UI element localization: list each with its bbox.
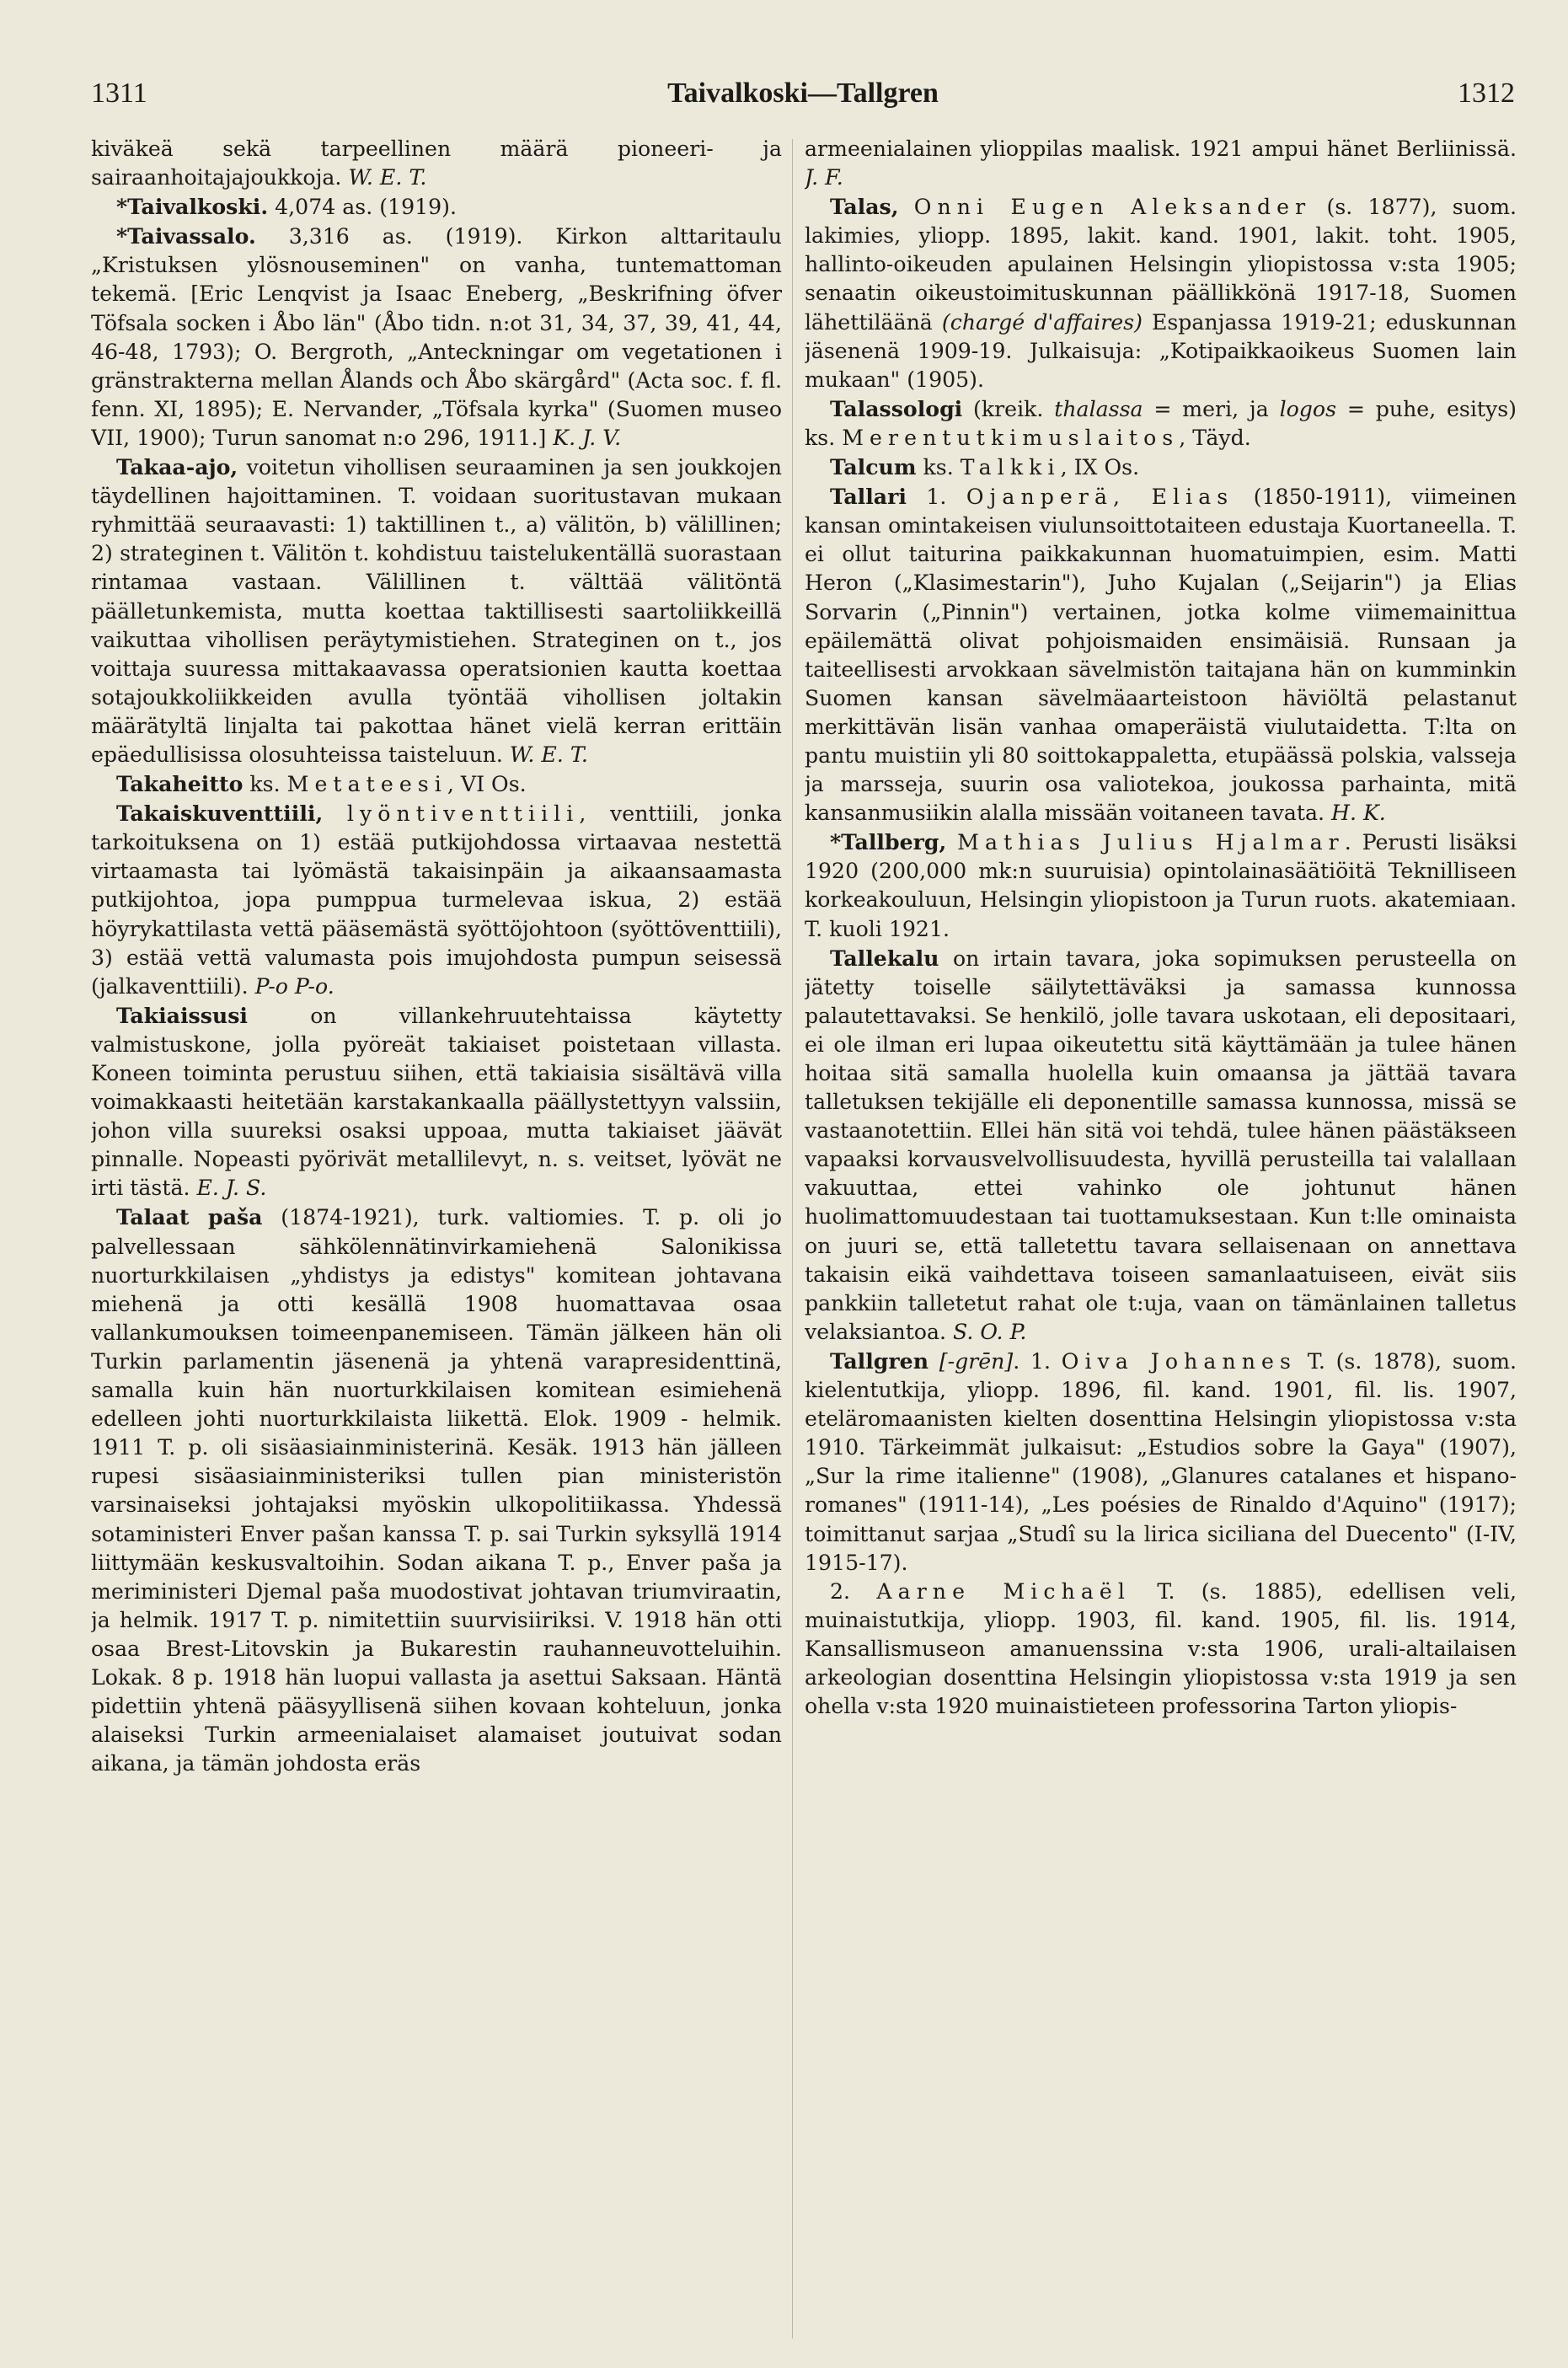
article-paragraph (805, 944, 1517, 1347)
body-text: ks. (916, 455, 961, 480)
italic-text: W. E. T. (509, 742, 588, 767)
body-text: ks. (243, 772, 287, 797)
column-divider (792, 139, 793, 2339)
italic-text: H. K. (1331, 801, 1386, 826)
spaced-name: lyöntiventtiili (346, 801, 580, 827)
entry-headword: Talaat paša (116, 1204, 263, 1230)
italic-text: K. J. V. (553, 425, 622, 450)
entry-headword: Takaheitto (116, 771, 243, 797)
article-paragraph (91, 799, 782, 1001)
article-paragraph (805, 394, 1517, 453)
body-text: armeenialainen ylioppilas maalisk. 1921 ampui hänet Berliinissä. (805, 137, 1517, 161)
body-text: (kreik. (962, 396, 1055, 421)
spaced-name: Aarne Michaël (876, 1578, 1131, 1604)
body-text: T. (s. 1878), suom. kielentutkija, yliopp. 1896, fil. kand. 1901, fil. lis. 1907, eteläromaanisten kielten dosenttina Helsingin yliopistossa v:sta 1910. Tärkeimmät julkaisut: „Estudios sobre la Gaya" (1907), „Sur la rime italienne" (1908), „Glanures catalanes et hispano-romanes" (1911-14), „Les poésies de Rinaldo d'Aquino" (1917); toimittanut sarjaa „Studî su la lirica siciliana del Duecento" (I-IV, 1915-17). (805, 1348, 1517, 1575)
spaced-name: Onni Eugen Aleksander (913, 195, 1312, 220)
body-text (323, 801, 347, 826)
article-paragraph (805, 135, 1517, 192)
spaced-name: Mathias Julius Hjalmar (957, 830, 1345, 855)
article-paragraph (91, 769, 782, 799)
body-text: 2. (830, 1578, 877, 1604)
article-paragraph (805, 1347, 1517, 1578)
entry-headword: Tallekalu (830, 945, 939, 971)
body-text: Espanjassa 1919-21; eduskunnan jäsenenä 1909-19. Julkaisuja: „Kotipaikkaoikeus Suomen lain mukaan" (1905). (805, 309, 1517, 392)
body-text: = puhe, esitys) ks. (805, 396, 1517, 450)
entry-headword: Tallgren (830, 1347, 929, 1374)
spaced-name: Ojanperä, Elias (966, 485, 1234, 510)
body-text: 1. (906, 485, 966, 510)
page-number-right: 1312 (1458, 78, 1515, 109)
body-text: , Täyd. (1179, 425, 1251, 450)
body-text: = meri, ja (1143, 396, 1280, 421)
article-paragraph (91, 1001, 782, 1203)
body-text: 4,074 as. (1919). (268, 195, 457, 220)
spaced-name: Metateesi (286, 772, 447, 797)
body-text: on villankehruutehtaissa käytetty valmistuskone, jolla pyöreät takiaiset poistetaan villasta. Koneen toiminta perustuu siihen, että takiaisia sisältävä villa voimakkaasti heitetään karstakankaalla päällystettyyn valssiin, johon villa suureksi osaksi uppoaa, mutta takiaiset jäävät pinnalle. Nopeasti pyörivät metallilevyt, n. s. veitset, lyövät ne irti tästä. (91, 1003, 782, 1201)
entry-headword: Talas, (830, 194, 899, 220)
entry-headword: *Taivassalo. (116, 223, 256, 249)
spaced-name: Merentutkimuslaitos (842, 425, 1180, 450)
body-text: . 1. (1013, 1348, 1062, 1374)
article-paragraph (91, 192, 782, 222)
body-text (946, 830, 957, 855)
entry-headword: Takaiskuventtiili, (116, 801, 324, 827)
entry-headword: Takaa-ajo, (116, 454, 238, 480)
spaced-name: Oiva Johannes (1061, 1348, 1297, 1374)
entry-headword: Takiaissusi (116, 1002, 248, 1028)
article-paragraph (805, 453, 1517, 482)
page-number-left: 1311 (91, 78, 147, 109)
italic-text: J. F. (805, 165, 843, 190)
entry-headword: *Taivalkoski. (116, 194, 269, 220)
body-text (899, 195, 914, 219)
right-column (805, 135, 1517, 2351)
article-paragraph (805, 192, 1517, 394)
page-header (91, 78, 1515, 120)
body-text: (s. 1877), suom. lakimies, yliopp. 1895, lakit. kand. 1901, lakit. toht. 1905, hallinto-oikeuden apulainen Helsingin yliopistossa v:sta 1905; senaatin oikeustoimituskunnan päällikkönä 1917-18, Suomen lähettiläänä (805, 195, 1517, 335)
italic-text: (chargé d'affaires) (941, 309, 1143, 335)
italic-text: S. O. P. (953, 1319, 1027, 1344)
body-text: on irtain tavara, joka sopimuksen perusteella on jätetty toiselle säilytettäväksi ja samassa kunnossa palautettavaksi. Se henkilö, jolle tavara uskotaan, eli depositaari, ei ole ilman eri lupaa oikeutettu sitä käyttämään ja tulee hänen hoitaa sitä samalla huolella kuin omaansa ja jättää tavara talletuksen tekijälle eli deponentille samassa kunnossa, missä se vastaanotettiin. Ellei hän sitä voi tehdä, tulee hänen päästäkseen vapaaksi korvausvelvollisuudesta, hyvillä perusteilla tai valallaan vakuuttaa, ettei vahinko ole johtunut hänen huolimattomuudestaan tai tuottamuksestaan. Kun t:lle ominaista on juuri se, että talletettu tavara sellaisenaan on annettava takaisin eikä vaihdettava toiseen samanlaatuiseen, eivät siis pankkiin talletetut rahat ole t:uja, vaan on tämänlainen talletus velaksiantoa. (805, 946, 1517, 1344)
body-text: , IX Os. (1060, 455, 1140, 480)
italic-text: [-grēn] (939, 1348, 1014, 1374)
spaced-name: Talkki (960, 455, 1061, 480)
article-paragraph (805, 828, 1517, 943)
italic-text: thalassa (1054, 396, 1143, 421)
article-paragraph (91, 135, 782, 192)
body-text: voitetun vihollisen seuraaminen ja sen joukkojen täydellinen hajoittaminen. T. voidaan suoritustavan mukaan ryhmittää seuraavasti: 1) taktillinen t., a) välitön, b) välillinen; 2) strateginen t. Välitön t. kohdistuu taistelukentällä suorastaan rintamaa vastaan. Välillinen t. välttää välitöntä päälletunkemista, mutta koettaa taktillisesti saartoliikkeillä vaikuttaa vihollisen peräytymistiehen. Strateginen on t., jos voittaja suuressa mittakaavassa operatsionien kautta koettaa sotajoukkoliikkeiden avulla työntää vihollisen joltakin määrätyltä linjalta tai pakottaa hänet vielä kerran erittäin epäedullisissa olosuhteissa taisteluun. (91, 455, 782, 767)
entry-headword: Tallari (830, 484, 907, 510)
entry-headword: Talassologi (830, 395, 963, 421)
body-text: . Perusti lisäksi 1920 (200,000 mk:n suuruisia) opintolainasäätiöitä Teknilliseen korkeakouluun, Helsingin yliopistoon ja Turun ruots. akatemiaan. T. kuoli 1921. (805, 830, 1517, 941)
article-paragraph (91, 222, 782, 453)
body-text: , venttiili, jonka tarkoituksena on 1) estää putkijohdossa virtaavaa nestettä virtaamasta tai lyömästä takaisinpäin ja aikaansaamasta putkijohtoa, jopa pumppua turmelevaa iskua, 2) estää höyrykattilasta vettä pääsemästä syöttöjohtoon (syöttöventtiili), 3) estää vettä valumasta pois imujohdosta pumpun seisessä (jalkaventtiili). (91, 801, 782, 999)
body-text: 3,316 as. (1919). Kirkon alttaritaulu „Kristuksen ylösnouseminen" on vanha, tuntemattoman tekemä. [Eric Lenqvist ja Isaac Eneberg, „Beskrifning öfver Töfsala socken i Åbo län" (Åbo tidn. n:ot 31, 34, 37, 39, 41, 44, 46-48, 1793); O. Bergroth, „Anteckningar om vegetationen i gränstrakterna mellan Ålands och Åbo skärgård" (Acta soc. f. fl. fenn. XI, 1895); E. Nervander, „Töfsala kyrka" (Suomen museo VII, 1900); Turun sanomat n:o 296, 1911.] (91, 224, 782, 450)
running-title: Taivalkoski—Tallgren (667, 78, 939, 109)
body-text: kiväkeä sekä tarpeellinen määrä pioneeri- ja sairaanhoitajajoukkoja. (91, 137, 782, 190)
entry-headword: *Tallberg, (830, 829, 947, 855)
body-text: (1874-1921), turk. valtiomies. T. p. oli jo palvellessaan sähkölennätinvirkamiehenä Salonikissa nuorturkkilaisen „yhdistys ja edistys" komitean johtavana miehenä ja otti kesällä 1908 huomattavaa osaa vallankumouksen toimeenpanemiseen. Tämän jälkeen hän oli Turkin parlamentin jäsenenä ja yhtenä varapresidenttinä, samalla kuin hän nuorturkkilaisen komitean esimiehenä edelleen johti nuorturkkilaista liikettä. Elok. 1909 - helmik. 1911 T. p. oli sisäasiainministerinä. Kesäk. 1913 hän jälleen rupesi sisäasiainministeriksi tullen pian ministeristön varsinaiseksi johtajaksi myöskin ulkopolitiikassa. Yhdessä sotaministeri Enver pašan kanssa T. p. sai Turkin syksyllä 1914 liittymään keskusvaltoihin. Sodan aikana T. p., Enver paša ja meriministeri Djemal paša muodostivat johtavan triumviraatin, ja helmik. 1917 T. p. nimitettiin suurvisiiriksi. V. 1918 hän otti osaa Brest-Litovskin ja Bukarestin rauhanneuvotteluihin. Lokak. 8 p. 1918 hän luopui vallasta ja asettui Saksaan. Häntä pidettiin yhtenä pääsyyllisenä siihen kovaan kohteluun, jonka alaiseksi Turkin armeenialaiset alamaiset joutuivat sodan aikana, ja tämän johdosta eräs (91, 1205, 782, 1776)
body-text (928, 1349, 939, 1374)
body-text: , VI Os. (447, 772, 527, 797)
article-paragraph (91, 453, 782, 769)
body-text: T. (s. 1885), edellisen veli, muinaistutkija, yliopp. 1903, fil. kand. 1905, fil. lis. 1914, Kansallismuseon amanuenssina v:sta 1906, urali-altailaisen arkeologian dosenttina Helsingin yliopistossa v:sta 1919 ja sen ohella v:sta 1920 muinaistieteen professorina Tarton yliopis- (805, 1578, 1517, 1719)
article-paragraph (91, 1203, 782, 1778)
article-paragraph (805, 1578, 1517, 1721)
body-text: (1850-1911), viimeinen kansan omintakeisen viulunsoittotaiteen edustaja Kuortaneella. T. ei ollut taiturina paikkakunnan huomatuimpien, esim. Matti Heron („Klasimestarin"), Juho Kujalan („Seijarin") ja Elias Sorvarin („Pinnin") vertainen, jotka kolme viimemainittua epäilemättä olivat pohjoismaiden ensimäisiä. Runsaan ja taiteellisesti arvokkaan sävelmistön taitajana hän on kumminkin Suomen kansan sävelmäaarteistoon häviöltä pelastanut merkittävän lisän vanhaa omaperäistä viulutaidetta. T:lta on pantu muistiin yli 80 soittokappaletta, etupäässä polskia, valsseja ja marsseja, suurin osa valiotekoa, joukossa parhainta, mitä kansanmusiikin alalla missään voitaneen tavata. (805, 485, 1517, 826)
entry-headword: Talcum (830, 454, 917, 480)
italic-text: logos (1279, 396, 1337, 421)
article-paragraph (805, 482, 1517, 828)
italic-text: P-o P-o. (254, 973, 334, 999)
italic-text: E. J. S. (196, 1176, 267, 1201)
italic-text: W. E. T. (348, 165, 427, 190)
left-column (91, 135, 782, 2351)
